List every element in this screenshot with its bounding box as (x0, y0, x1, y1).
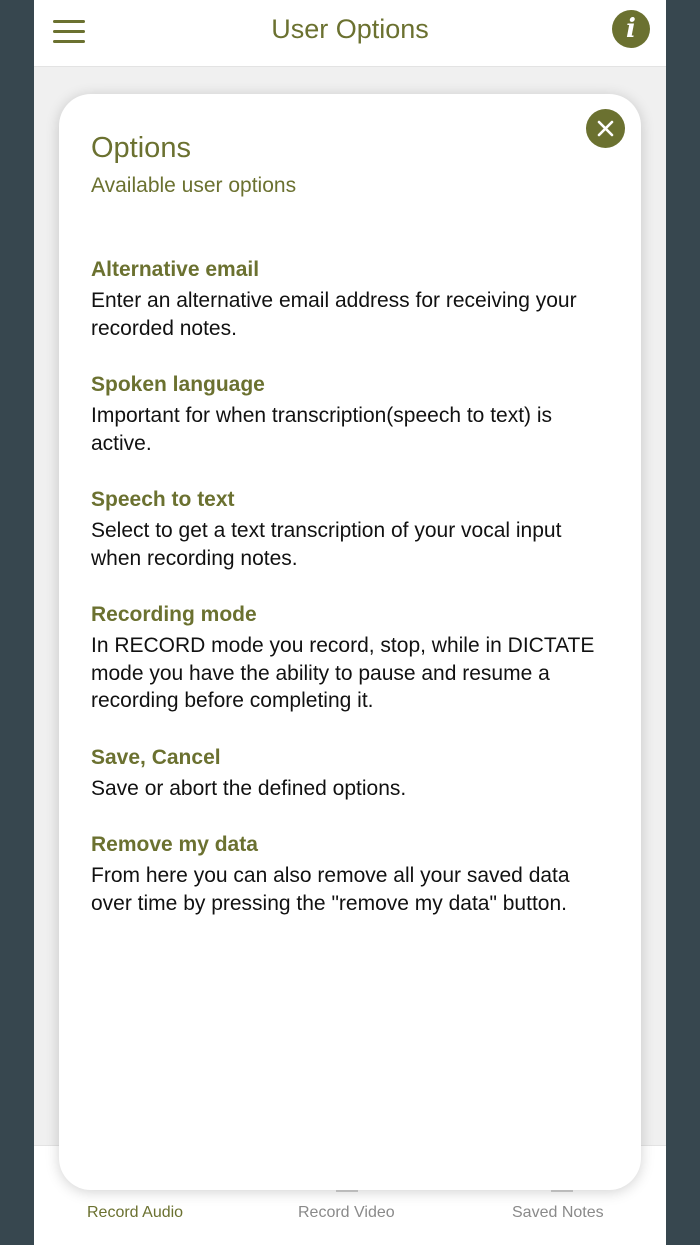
option-remove-my-data (91, 832, 611, 917)
option-alternative-email (91, 257, 611, 342)
tab-record-audio[interactable]: Record Audio (87, 1204, 184, 1221)
options-modal (59, 94, 641, 1190)
modal-title: Options (91, 132, 191, 164)
option-heading: Remove my data (91, 833, 258, 856)
option-recording-mode (91, 602, 611, 715)
option-description: From here you can also remove all your saved data over time by pressing the "remove my data" button. (91, 864, 570, 915)
modal-subtitle: Available user options (91, 174, 297, 197)
option-description: Important for when transcription(speech to text) is active. (91, 404, 553, 455)
option-speech-to-text (91, 487, 611, 572)
option-save-cancel (91, 745, 611, 803)
option-description: Enter an alternative email address for receiving your recorded notes. (91, 289, 577, 340)
option-heading: Recording mode (91, 603, 257, 626)
option-heading: Alternative email (91, 258, 260, 281)
header-bar (34, 0, 666, 67)
close-icon (596, 119, 615, 138)
tab-saved-notes[interactable]: Saved Notes (512, 1204, 604, 1221)
info-icon[interactable]: i (612, 10, 650, 48)
option-spoken-language (91, 372, 611, 457)
options-list (91, 257, 611, 947)
option-heading: Speech to text (91, 488, 235, 511)
option-heading: Save, Cancel (91, 745, 221, 769)
close-button[interactable] (586, 109, 625, 148)
tab-icon-placeholder (336, 1190, 358, 1192)
option-description: In RECORD mode you record, stop, while in DICTATE mode you have the ability to pause and resume a recording before completing it. (91, 634, 595, 712)
option-heading: Spoken language (91, 373, 265, 396)
tab-icon-placeholder (551, 1190, 573, 1192)
page-title: User Options (271, 14, 429, 44)
option-description: Select to get a text transcription of your vocal input when recording notes. (91, 519, 562, 570)
tab-record-video[interactable]: Record Video (298, 1204, 395, 1221)
option-description: Save or abort the defined options. (91, 776, 407, 800)
